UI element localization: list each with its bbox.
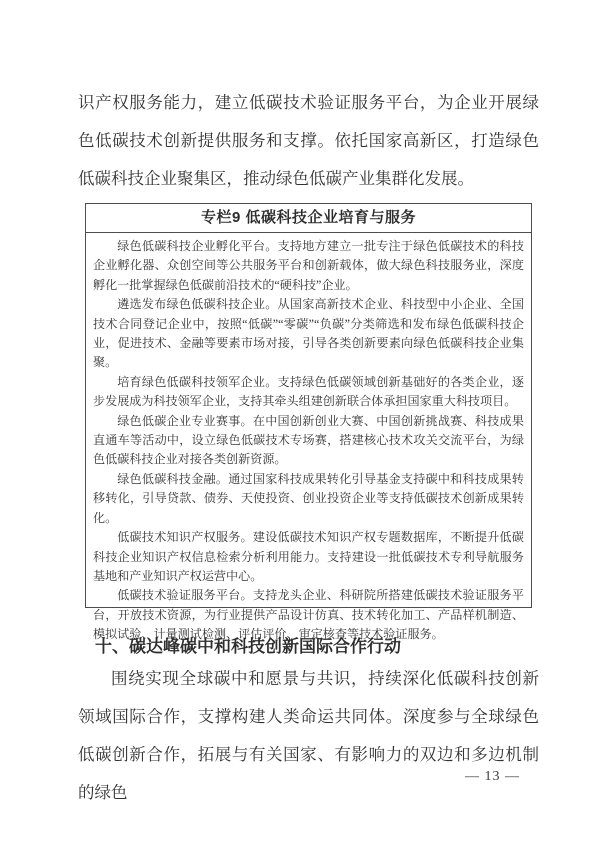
box-body xyxy=(86,233,531,645)
column-box xyxy=(85,203,532,642)
box-paragraph: 绿色低碳企业专业赛事。在中国创新创业大赛、中国创新挑战赛、科技成果直通车等活动中，设立绿色低碳技术专场赛，搭建核心技术攻关交流平台，为绿色低碳科技企业对接各类创新资源。 xyxy=(93,413,524,467)
box-paragraph: 遴选发布绿色低碳科技企业。从国家高新技术企业、科技型中小企业、全国技术合同登记企业中，按照“低碳”“零碳”“负碳”分类筛选和发布绿色低碳科技企业，促进技术、金融等要素市场对接，引导各类创新要素向绿色低碳科技企业集聚。 xyxy=(93,297,524,370)
page-number: — 13 — xyxy=(465,769,520,784)
box-paragraph: 低碳技术验证服务平台。支持龙头企业、科研院所搭建低碳技术验证服务平台，开放技术资源，为行业提供产品设计仿真、技术转化加工、产品样机制造、模拟试验、计量测试检测、评估评价、审定核查等技术验证服务。 xyxy=(93,588,524,642)
box-paragraph: 培育绿色低碳科技领军企业。支持绿色低碳领域创新基础好的各类企业，逐步发展成为科技领军企业，支持其牵头组建创新联合体承担国家重大科技项目。 xyxy=(93,374,524,409)
box-paragraph: 绿色低碳科技企业孵化平台。支持地方建立一批专注于绿色低碳技术的科技企业孵化器、众创空间等公共服务平台和创新载体，做大绿色科技服务业，深度孵化一批掌握绿色低碳前沿技术的“硬科技”企业。 xyxy=(93,239,524,292)
section-paragraph: 围绕实现全球碳中和愿景与共识，持续深化低碳科技创新领域国际合作，支撑构建人类命运共同体。深度参与全球绿色低碳创新合作，拓展与有关国家、有影响力的双边和多边机制的绿色 xyxy=(78,669,539,802)
box-title: 专栏9 低碳科技企业培育与服务 xyxy=(86,204,531,233)
box-paragraph: 绿色低碳科技金融。通过国家科技成果转化引导基金支持碳中和科技成果转移转化，引导贷款、债券、天使投资、创业投资企业等支持低碳技术创新成果转化。 xyxy=(93,471,524,525)
box-paragraph: 低碳技术知识产权服务。建设低碳技术知识产权专题数据库，不断提升低碳科技企业知识产权信息检索分析利用能力。支持建设一批低碳技术专利导航服务基地和产业知识产权运营中心。 xyxy=(93,530,524,583)
section-heading: 十、碳达峰碳中和科技创新国际合作行动 xyxy=(95,637,401,656)
intro-paragraph: 识产权服务能力，建立低碳技术验证服务平台，为企业开展绿色低碳技术创新提供服务和支撑。依托国家高新区，打造绿色低碳科技企业聚集区，推动绿色低碳产业集群化发展。 xyxy=(78,93,539,188)
